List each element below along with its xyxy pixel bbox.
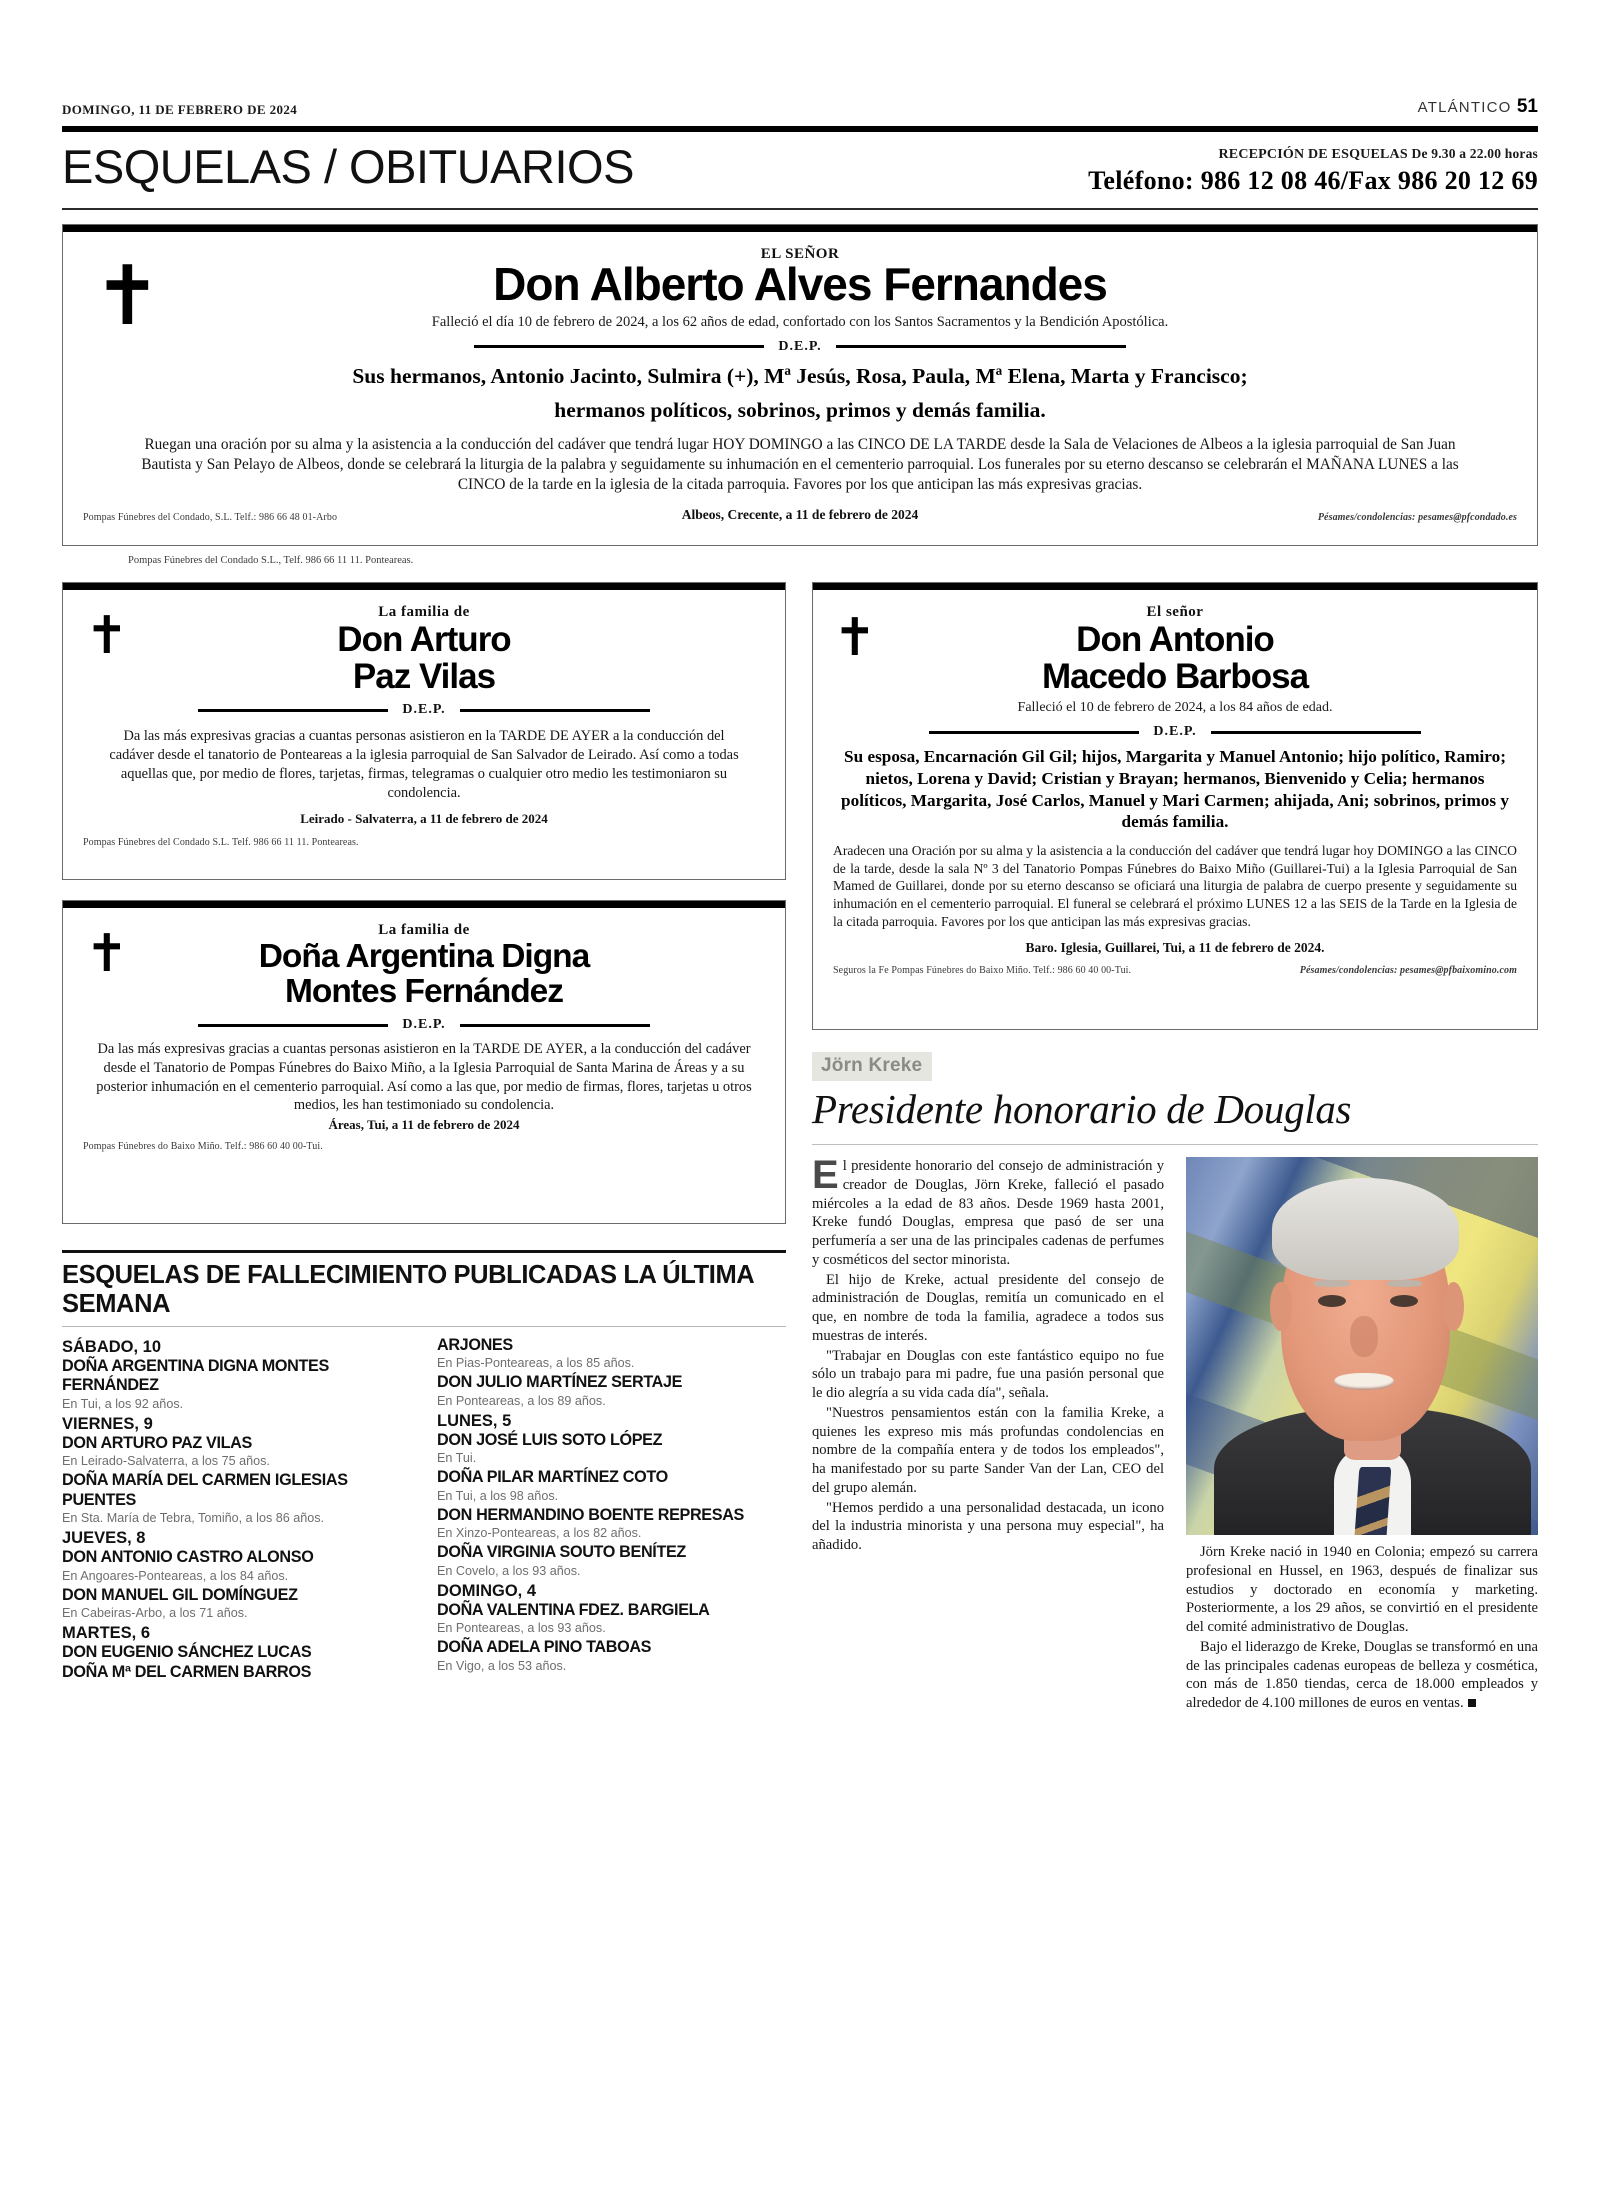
death-notice-line: Falleció el 10 de febrero de 2024, a los 84 años de edad. <box>1017 700 1333 716</box>
obituary-card-argentina-digna-montes-fernandez <box>62 900 786 1224</box>
weekly-day-heading: SÁBADO, 10 <box>62 1338 162 1356</box>
masthead-rule <box>62 126 1538 132</box>
left-column <box>62 582 786 1714</box>
dep-divider <box>83 1017 765 1033</box>
photo-ear-left <box>1270 1282 1291 1331</box>
page-title: ESQUELAS / OBITUARIOS <box>62 140 634 193</box>
weekly-day-heading: JUEVES, 8 <box>62 1529 146 1548</box>
dep-divider <box>833 724 1517 740</box>
photo-ear-right <box>1443 1282 1464 1331</box>
place-and-date: Albeos, Crecente, a 11 de febrero de 2024 <box>681 506 919 522</box>
article-rule <box>812 1144 1538 1145</box>
deceased-name-line-2: Macedo Barbosa <box>1041 656 1309 696</box>
place-and-date: Leirado - Salvaterra, a 11 de febrero de 2024 <box>300 811 548 827</box>
dep-label: D.E.P. <box>1153 724 1197 740</box>
weekly-day-heading: VIERNES, 9 <box>62 1414 153 1433</box>
weekly-deceased-name: DON JOSÉ LUIS SOTO LÓPEZ <box>437 1430 663 1449</box>
condolences-email: Pésames/condolencias: pesames@pfbaixomino.com <box>1299 965 1517 977</box>
condolences-email: Pésames/condolencias: pesames@pfcondado.es <box>1317 511 1517 523</box>
obituary-body: Aradecen una Oración por su alma y la asistencia a la conducción del cadáver que tendrá lugar hoy DOMINGO a las CINCO de la tarde, desde la sala Nº 3 del Tanatorio Pompas Fúnebres do Baixo Miño (Guillarei-Tui) a la Iglesia Parroquial de San Mamed de Guillarei, donde por su eterno descanso se oficiará una liturgia de palabra de cuerpo presente y seguidamente su inhumación en el cementerio parroquial. El funeral se celebrará el próximo LUNES 12 a las SEIS de la Tarde en la Iglesia de la citada parroquia. Favores por los que anticipan las más expresivas gracias. <box>833 843 1517 929</box>
deceased-name: Don Alberto Alves Fernandes <box>493 258 1107 310</box>
paper-name-and-page <box>1418 96 1538 118</box>
weekly-deceased-name: DON MANUEL GIL DOMÍNGUEZ <box>62 1585 298 1604</box>
deceased-name-line-1: Doña Argentina Digna <box>258 938 590 975</box>
obituary-eyebrow: La familia de <box>378 922 470 938</box>
obituary-body: Ruegan una oración por su alma y la asistencia a la conducción del cadáver que tendrá lugar HOY DOMINGO a las CINCO DE LA TARDE desde la Sala de Velaciones de Albeos a la iglesia parroquial de San Juan Bautista y San Pelayo de Albeos, donde se celebrará la liturgia de la palabra y seguidamente su inhumación en el cementerio parroquial. Los funerales por su eterno descanso se celebrarán el MAÑANA LUNES a las CINCO de la tarde en la iglesia de la citada parroquia. Favores por los que anticipan las más expresivas gracias. <box>141 436 1459 494</box>
weekly-day-heading: MARTES, 6 <box>62 1624 151 1643</box>
weekly-column-right <box>437 1336 786 1682</box>
weekly-deceased-name: DOÑA VIRGINIA SOUTO BENÍTEZ <box>437 1543 686 1562</box>
weekly-deceased-name: DON EUGENIO SÁNCHEZ LUCAS <box>62 1643 312 1662</box>
obituary-card-antonio-macedo-barbosa <box>812 582 1538 1030</box>
weekly-deceased-name: DOÑA ARGENTINA DIGNA MONTES FERNÁNDEZ <box>62 1357 329 1395</box>
place-and-date: Baro. Iglesia, Guillarei, Tui, a 11 de febrero de 2024. <box>1025 940 1325 956</box>
weekly-deceased-detail: En Tui, a los 98 años. <box>437 1488 559 1503</box>
deceased-name-line-2: Paz Vilas <box>352 656 496 696</box>
photo-hair <box>1272 1178 1459 1280</box>
reception-hours: De 9.30 a 22.00 horas <box>1411 146 1538 161</box>
photo-nose <box>1350 1316 1378 1358</box>
reception-label: RECEPCIÓN DE ESQUELAS <box>1218 147 1408 162</box>
external-funeral-home-note: Pompas Fúnebres del Condado S.L., Telf. 986 66 11 11. Ponteareas. <box>128 555 414 566</box>
deceased-name-line-1: Don Antonio <box>1076 620 1274 659</box>
jorn-kreke-photo <box>1186 1157 1538 1535</box>
issue-date: DOMINGO, 11 DE FEBRERO DE 2024 <box>62 102 298 117</box>
phone-line: Teléfono: 986 12 08 46/Fax 986 20 12 69 <box>1088 166 1538 195</box>
photo-mouth <box>1334 1373 1394 1390</box>
photo-brow-left <box>1314 1280 1349 1287</box>
page-number: 51 <box>1516 96 1538 117</box>
place-and-date: Áreas, Tui, a 11 de febrero de 2024 <box>328 1117 520 1133</box>
article-paragraph: El hijo de Kreke, actual presidente del consejo de administración de Douglas, remitía un comunicado en el que, en nombre de toda la familia, agradece a todos sus muestras de interés. <box>812 1271 1164 1344</box>
weekly-day-heading: LUNES, 5 <box>437 1411 512 1430</box>
main-columns <box>62 582 1538 1714</box>
article-text-right <box>1186 1543 1538 1713</box>
article-paragraph: "Nuestros pensamientos están con la familia Kreke, a quienes les expreso mis más profundas condolencias en nombre de la compañía entera y de todos los empleados", ha manifestado por su parte Sander Van der Lan, CEO del del grupo alemán. <box>812 1404 1164 1496</box>
obituary-body: Da las más expresivas gracias a cuantas personas asistieron en la TARDE DE AYER, a la conducción del cadáver desde el Tanatorio de Pompas Fúnebres do Baixo Miño, a la Iglesia Parroquial de Santa Marina de Áreas y a su posterior inhumación en el cementerio parroquial. Así como a las que, por medio de firmas, flores, tarjetas u otros medios, les han testimoniado su condolencia. <box>96 1041 752 1114</box>
weekly-day-heading: DOMINGO, 4 <box>437 1581 537 1600</box>
photo-tie <box>1354 1467 1390 1535</box>
weekly-deceased-name: DOÑA VALENTINA FDEZ. BARGIELA <box>437 1600 710 1619</box>
obituary-card-alberto-alves-fernandes <box>62 224 1538 546</box>
deceased-name-line-2: Montes Fernández <box>284 973 564 1011</box>
contact-block <box>1088 142 1538 196</box>
dep-label: D.E.P. <box>778 338 822 354</box>
dep-rule-left <box>198 1024 388 1027</box>
end-of-article-mark <box>1468 1699 1476 1707</box>
article-paragraph: El presidente honorario del consejo de administración y creador de Douglas, Jörn Kreke, falleció el pasado miércoles a la edad de 83 años. Desde 1969 hasta 2001, Kreke fundó Douglas, empresa que pasó de ser una perfumería a ser una de las principales cadenas de perfumes y cosméticos del sector minorista. <box>812 1153 1164 1268</box>
photo-brow-right <box>1387 1280 1422 1287</box>
weekly-deceased-name: DON JULIO MARTÍNEZ SERTAJE <box>437 1373 683 1392</box>
dep-label: D.E.P. <box>402 1017 446 1033</box>
weekly-section-title: ESQUELAS DE FALLECIMIENTO PUBLICADAS LA ÚLTIMA SEMANA <box>62 1261 754 1318</box>
family-line-2: hermanos políticos, sobrinos, primos y demás familia. <box>554 398 1046 423</box>
article-paragraph: Jörn Kreke nació in 1940 en Colonia; empezó su carrera profesional en Hussel, en 1963, después de finalizar sus estudios y doctorado en economía y marketing. Posteriormente, a los 29 años, se convirtió en el presidente del comité administrativo de Douglas. <box>1186 1544 1538 1636</box>
weekly-deaths-section <box>62 1250 786 1682</box>
dep-divider <box>83 339 1517 355</box>
dep-rule-right <box>460 1024 650 1027</box>
section-header <box>62 142 1538 196</box>
article-paragraph: "Trabajar en Douglas con este fantástico equipo no fue sólo un trabajo para mi padre, fue una pasión personal que le dio alegría a su vida cada día", señala. <box>812 1347 1164 1402</box>
reception-line <box>1088 146 1538 163</box>
obituary-body: Da las más expresivas gracias a cuantas personas asistieron en la TARDE DE AYER a la conducción del cadáver desde el tanatorio de Ponteareas a la iglesia parroquial de San Salvador de Leirado. Así como a todas aquellas que, por medio de flores, tarjetas, firmas, telegramas o cualquier otro medio les testimoniaron su condolencia. <box>109 728 739 801</box>
obituary-eyebrow: El señor <box>1146 604 1204 620</box>
header-bottom-rule <box>62 208 1538 210</box>
weekly-deceased-detail: En Tui, a los 92 años. <box>62 1396 184 1411</box>
article-dropcap: E <box>812 1153 839 1198</box>
article-column-right <box>1186 1157 1538 1714</box>
weekly-deceased-detail: En Tui. <box>437 1451 477 1466</box>
weekly-deceased-name: DOÑA Mª DEL CARMEN BARROS <box>62 1662 312 1681</box>
dep-rule-left <box>474 345 764 348</box>
family-line: Su esposa, Encarnación Gil Gil; hijos, Margarita y Manuel Antonio; hijo político, Ramiro; nietos, Lorena y David; Cristian y Brayan; hermanos, Bienvenido y Celia; hermanos políticos, Margarita, José Carlos, Manuel y Mari Carmen; ahijada, Ani; sobrinos, primos y demás familia. <box>841 747 1509 832</box>
funeral-home-note: Seguros la Fe Pompas Fúnebres do Baixo Miño. Telf.: 986 60 40 00-Tui. <box>833 965 1132 977</box>
weekly-deceased-detail: En Ponteareas, a los 89 años. <box>437 1393 606 1408</box>
paper-name: ATLÁNTICO <box>1417 99 1512 116</box>
weekly-deceased-name: ARJONES <box>437 1336 513 1354</box>
weekly-deceased-detail: En Leirado-Salvaterra, a los 75 años. <box>62 1454 270 1469</box>
weekly-deceased-name: DOÑA ADELA PINO TABOAS <box>437 1638 652 1657</box>
obituary-eyebrow: La familia de <box>378 604 470 620</box>
article-headline: Presidente honorario de Douglas <box>812 1086 1352 1132</box>
dep-rule-right <box>836 345 1126 348</box>
obituary-card-arturo-paz-vilas <box>62 582 786 880</box>
funeral-home-note: Pompas Fúnebres del Condado, S.L. Telf.: 986 66 48 01-Arbo <box>83 511 338 523</box>
weekly-deceased-detail: En Sta. María de Tebra, Tomiño, a los 86 años. <box>62 1511 325 1526</box>
latin-cross-icon: ✝ <box>85 924 129 984</box>
weekly-deceased-detail: En Cabeiras-Arbo, a los 71 años. <box>62 1606 248 1621</box>
obituary-eyebrow: EL SEÑOR <box>760 246 840 262</box>
weekly-deceased-name: DON HERMANDINO BOENTE REPRESAS <box>437 1505 744 1524</box>
weekly-deceased-detail: En Angoares-Ponteareas, a los 84 años. <box>62 1568 289 1583</box>
family-line-1: Sus hermanos, Antonio Jacinto, Sulmira (+), Mª Jesús, Rosa, Paula, Mª Elena, Marta y Francisco; <box>352 363 1248 388</box>
weekly-deceased-detail: En Covelo, a los 93 años. <box>437 1563 581 1578</box>
dep-rule-left <box>929 731 1139 734</box>
weekly-deceased-detail: En Vigo, a los 53 años. <box>437 1658 567 1673</box>
weekly-deceased-name: DOÑA PILAR MARTÍNEZ COTO <box>437 1468 668 1487</box>
weekly-deceased-detail: En Ponteareas, a los 93 años. <box>437 1621 606 1636</box>
dep-rule-right <box>1211 731 1421 734</box>
deceased-name-line-1: Don Arturo <box>337 620 511 659</box>
dep-rule-left <box>198 709 388 712</box>
weekly-deceased-name: DON ANTONIO CASTRO ALONSO <box>62 1548 314 1567</box>
feature-article <box>812 1052 1538 1714</box>
latin-cross-icon: ✝ <box>833 608 877 668</box>
weekly-deceased-name: DOÑA MARÍA DEL CARMEN IGLESIAS PUENTES <box>62 1471 348 1509</box>
article-kicker: Jörn Kreke <box>812 1052 932 1081</box>
dep-rule-right <box>460 709 650 712</box>
latin-cross-icon: ✝ <box>85 606 129 666</box>
weekly-deceased-detail: En Pias-Ponteareas, a los 85 años. <box>437 1356 635 1371</box>
dep-label: D.E.P. <box>402 702 446 718</box>
dep-divider <box>83 702 765 718</box>
right-column <box>812 582 1538 1714</box>
weekly-column-left <box>62 1336 411 1682</box>
weekly-deceased-detail: En Xinzo-Ponteareas, a los 82 años. <box>437 1526 642 1541</box>
latin-cross-icon: ✝ <box>93 249 162 344</box>
article-paragraph: Bajo el liderazgo de Kreke, Douglas se transformó en una de las principales cadenas europeas de belleza y cosmética, con más de 1.850 tiendas, cerca de 18.000 empleados y alrededor de 4.100 millones de euros en ventas. <box>1186 1638 1538 1712</box>
article-paragraph: "Hemos perdido a una personalidad destacada, un icono del la industria minorista y una persona muy especial", ha añadido. <box>812 1499 1164 1554</box>
funeral-home-note: Pompas Fúnebres del Condado S.L. Telf. 986 66 11 11. Ponteareas. <box>83 837 359 849</box>
weekly-bottom-rule <box>62 1326 786 1327</box>
article-column-left <box>812 1153 1164 1714</box>
funeral-home-note: Pompas Fúnebres do Baixo Miño. Telf.: 986 60 40 00-Tui. <box>83 1141 323 1153</box>
death-notice-line: Falleció el día 10 de febrero de 2024, a los 62 años de edad, confortado con los Santos Sacramentos y la Bendición Apostólica. <box>431 313 1169 330</box>
weekly-deceased-name: DON ARTURO PAZ VILAS <box>62 1433 252 1452</box>
masthead <box>62 0 1538 118</box>
